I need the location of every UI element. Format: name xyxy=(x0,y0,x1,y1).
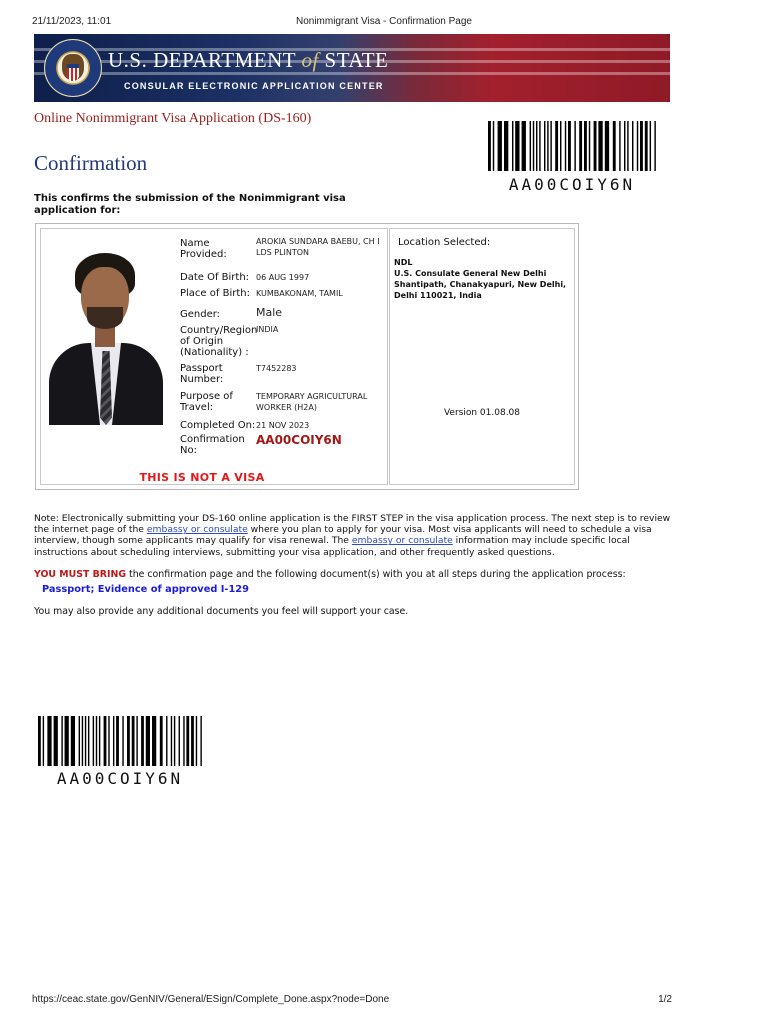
barcode-bar xyxy=(104,716,107,766)
must-bring-text: the confirmation page and the following document(s) with you at all steps during the application process: xyxy=(126,569,626,580)
barcode-bar xyxy=(589,121,590,171)
applicant-details-panel xyxy=(40,228,388,485)
barcode-bar xyxy=(645,121,648,171)
gender-value: Male xyxy=(256,306,283,319)
print-page-number: 1/2 xyxy=(658,994,672,1005)
barcode-bar xyxy=(555,121,558,171)
passport-label: Passport Number: xyxy=(180,363,224,385)
barcode-bar xyxy=(99,716,100,766)
barcode-bar xyxy=(654,121,655,171)
must-bring-paragraph xyxy=(34,569,674,581)
barcode-bar xyxy=(65,716,69,766)
barcode-bar xyxy=(79,716,80,766)
not-a-visa-notice: THIS IS NOT A VISA xyxy=(139,471,265,484)
embassy-link-1[interactable]: embassy or consulate xyxy=(146,524,248,536)
barcode-bar xyxy=(584,121,587,171)
barcode-bar xyxy=(141,716,144,766)
barcode-bar xyxy=(113,716,114,766)
confirmation-label: Confirmation No: xyxy=(180,434,245,456)
barcode-bar xyxy=(88,716,89,766)
additional-documents-note: You may also provide any additional documents you feel will support your case. xyxy=(34,606,409,617)
confirmation-number: AA00COIY6N xyxy=(256,433,342,447)
barcode-bar xyxy=(132,716,135,766)
barcode-bar xyxy=(619,121,620,171)
barcode-bottom-code: AA00COIY6N xyxy=(56,769,184,788)
barcode-bar xyxy=(539,121,540,171)
barcode-bar xyxy=(515,121,519,171)
barcode-bar xyxy=(166,716,167,766)
version-text: Version 01.08.08 xyxy=(443,408,521,418)
barcode-bar xyxy=(624,121,625,171)
barcode-bar xyxy=(568,121,571,171)
barcode-bar xyxy=(547,121,548,171)
barcode-bar xyxy=(565,121,566,171)
dos-banner xyxy=(34,34,670,102)
barcode-bar xyxy=(127,716,130,766)
dob-value: 06 AUG 1997 xyxy=(256,273,310,282)
purpose-value: TEMPORARY AGRICULTURAL WORKER (H2A) xyxy=(256,392,368,412)
print-header xyxy=(32,16,736,30)
barcode-bar xyxy=(171,716,172,766)
location-label: Location Selected: xyxy=(398,237,491,248)
barcode-bar xyxy=(574,121,575,171)
pob-value: KUMBAKONAM, TAMIL xyxy=(256,289,343,298)
barcode-bar xyxy=(594,121,597,171)
barcode-bar xyxy=(85,716,86,766)
barcode-bar xyxy=(504,121,508,171)
completed-label: Completed On: xyxy=(180,420,256,431)
department-title xyxy=(108,48,388,73)
barcode-bar xyxy=(160,716,163,766)
barcode-bar xyxy=(191,716,194,766)
note-paragraph xyxy=(34,513,674,558)
barcode-bar xyxy=(579,121,582,171)
department-name: U.S. DEPARTMENT xyxy=(108,48,296,72)
barcode-top xyxy=(488,121,656,171)
gender-label: Gender: xyxy=(180,309,221,320)
must-bring-label: YOU MUST BRING xyxy=(34,569,127,580)
barcode-bar xyxy=(560,121,561,171)
location-line3: Delhi 110021, India xyxy=(394,291,482,300)
barcode-bar xyxy=(536,121,537,171)
nationality-label: Country/Region of Origin (Nationality) : xyxy=(180,325,258,358)
barcode-bar xyxy=(605,121,609,171)
barcode-bar xyxy=(108,716,109,766)
name-label: Name Provided: xyxy=(180,238,227,260)
barcode-bar xyxy=(640,121,643,171)
barcode-bar xyxy=(530,121,531,171)
barcode-bar xyxy=(152,716,156,766)
barcode-bar xyxy=(183,716,184,766)
barcode-bar xyxy=(54,716,58,766)
barcode-bar xyxy=(82,716,83,766)
barcode-bar xyxy=(637,121,638,171)
barcode-bar xyxy=(613,121,616,171)
barcode-bar xyxy=(71,716,75,766)
location-line1: U.S. Consulate General New Delhi xyxy=(394,269,547,278)
barcode-bar xyxy=(179,716,180,766)
pob-label: Place of Birth: xyxy=(180,288,250,299)
barcode-bar xyxy=(598,121,602,171)
barcode-bar xyxy=(544,121,545,171)
embassy-link-2[interactable]: embassy or consulate xyxy=(351,535,453,547)
completed-value: 21 NOV 2023 xyxy=(256,421,310,430)
purpose-label: Purpose of Travel: xyxy=(180,391,233,413)
state-department-seal-icon xyxy=(44,39,102,97)
barcode-bar xyxy=(522,121,526,171)
barcode-bar xyxy=(493,121,494,171)
barcode-bar xyxy=(93,716,94,766)
barcode-top-code: AA00COIY6N xyxy=(508,175,636,194)
barcode-bar xyxy=(136,716,137,766)
confirms-text: This confirms the submission of the Nonimmigrant visa application for: xyxy=(34,193,346,216)
barcode-bar xyxy=(650,121,651,171)
barcode-bar xyxy=(96,716,97,766)
barcode-bar xyxy=(174,716,175,766)
applicant-photo xyxy=(49,239,163,425)
location-code: NDL xyxy=(394,258,413,267)
passport-value: T7452283 xyxy=(256,364,297,373)
barcode-bar xyxy=(43,716,44,766)
application-title: Online Nonimmigrant Visa Application (DS-160) xyxy=(34,111,312,126)
barcode-bar xyxy=(196,716,197,766)
barcode-bar xyxy=(186,716,189,766)
barcode-bar xyxy=(550,121,551,171)
required-documents: Passport; Evidence of approved I-129 xyxy=(42,584,249,595)
location-panel xyxy=(389,228,575,485)
note-text-1: Note: Electronically submitting your DS-160 online application is the FIRST STEP in the visa application process. The next step is to review the internet page of the xyxy=(34,513,671,536)
page-title: Confirmation xyxy=(34,151,148,175)
nationality-value: INDIA xyxy=(256,325,279,334)
note-text-3: information may include specific local instructions about scheduling interviews, submitting your visa application, and other frequently asked questions. xyxy=(34,535,630,558)
barcode-bar xyxy=(122,716,123,766)
barcode-bar xyxy=(488,121,491,171)
barcode-bar xyxy=(627,121,628,171)
print-page-title: Nonimmigrant Visa - Confirmation Page xyxy=(295,16,472,27)
barcode-bar xyxy=(116,716,119,766)
barcode-bar xyxy=(498,121,502,171)
department-of: of xyxy=(301,48,319,72)
note-text-2: where you plan to apply for your visa. Most visa applicants will need to schedule a visa interview, though some applicants may qualify for visa renewal. The xyxy=(34,524,652,547)
ceac-subtitle: CONSULAR ELECTRONIC APPLICATION CENTER xyxy=(124,81,384,91)
barcode-bar xyxy=(47,716,51,766)
barcode-bottom xyxy=(38,716,202,766)
barcode-bar xyxy=(146,716,150,766)
barcode-bar xyxy=(61,716,62,766)
barcode-bar xyxy=(533,121,534,171)
dob-label: Date Of Birth: xyxy=(180,272,250,283)
barcode-bar xyxy=(38,716,41,766)
barcode-bar xyxy=(512,121,513,171)
location-address xyxy=(394,257,570,301)
barcode-bar xyxy=(200,716,201,766)
print-footer-url: https://ceac.state.gov/GenNIV/General/ESign/Complete_Done.aspx?node=Done xyxy=(32,994,390,1005)
name-value: AROKIA SUNDARA BAEBU, CH I LDS PLINTON xyxy=(256,237,380,257)
print-datetime: 21/11/2023, 11:01 xyxy=(32,16,112,27)
location-line2: Shantipath, Chanakyapuri, New Delhi, xyxy=(394,280,567,289)
applicant-summary-box xyxy=(35,223,579,490)
barcode-bar xyxy=(632,121,633,171)
department-state: STATE xyxy=(324,48,389,72)
